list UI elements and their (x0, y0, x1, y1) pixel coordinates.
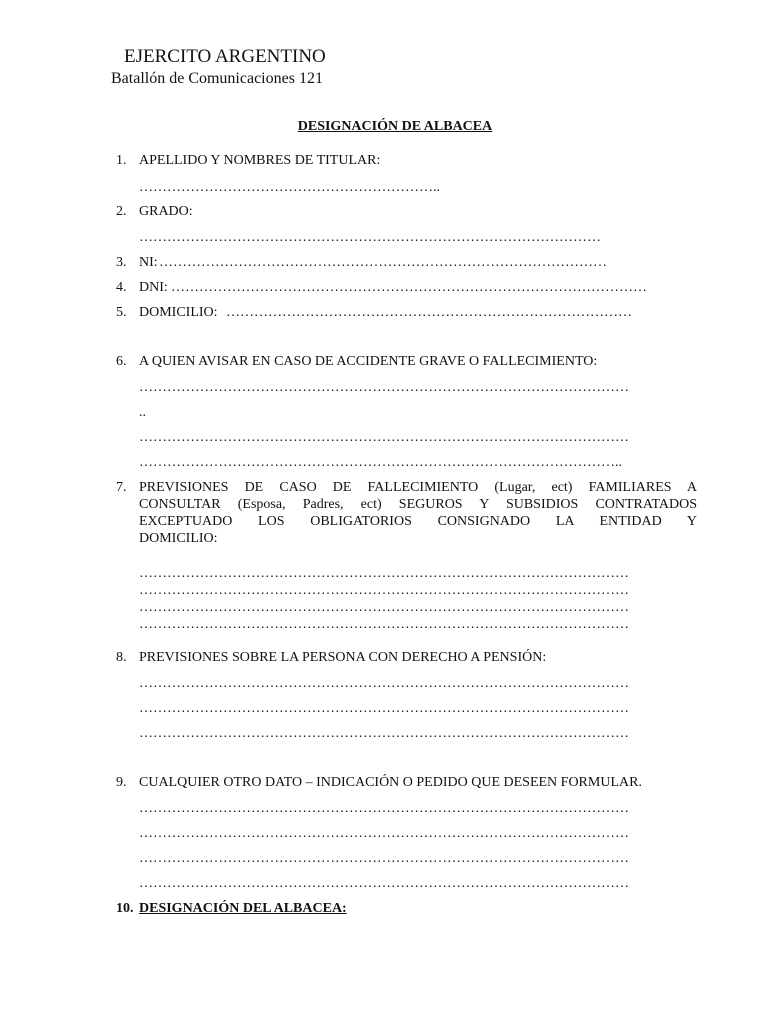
fill-line[interactable]: …………………………………………………………………………………………… (139, 600, 629, 615)
fill-line[interactable]: ……………………………………………………………………………………… (139, 230, 601, 245)
fill-line[interactable]: …………………………………………………………………………………………… (139, 801, 629, 816)
item-label: DOMICILIO: (139, 305, 218, 320)
item-label: PREVISIONES SOBRE LA PERSONA CON DERECHO A PENSIÓN: (139, 650, 547, 665)
organization-name: EJERCITO ARGENTINO (124, 46, 326, 67)
item-number: 1. (116, 153, 127, 168)
item-label: A QUIEN AVISAR EN CASO DE ACCIDENTE GRAVE O FALLECIMIENTO: (139, 354, 598, 369)
item-number: 9. (116, 775, 127, 790)
item-text-line: CONSULTAR (Esposa, Padres, ect) SEGUROS Y SUBSIDIOS CONTRATADOS (139, 497, 697, 512)
fill-line[interactable]: …………………………………………………………………………………………… (139, 583, 629, 598)
document-title: DESIGNACIÓN DE ALBACEA (297, 119, 493, 134)
item-label: CUALQUIER OTRO DATO – INDICACIÓN O PEDIDO QUE DESEEN FORMULAR. (139, 775, 642, 790)
item-text-line: PREVISIONES DE CASO DE FALLECIMIENTO (Lugar, ect) FAMILIARES A (139, 480, 697, 495)
fill-line[interactable]: …………………………………………………………………………………………… (139, 826, 629, 841)
unit-name: Batallón de Comunicaciones 121 (111, 70, 323, 87)
item-number: 5. (116, 305, 127, 320)
fill-line[interactable]: …………………………………………………………………………………………… (139, 380, 629, 395)
item-label: NI: (139, 255, 158, 270)
item-label: DESIGNACIÓN DEL ALBACEA: (139, 901, 347, 916)
fill-line[interactable]: .. (139, 405, 146, 420)
item-number: 7. (116, 480, 127, 495)
fill-line[interactable]: ………………………………………………………………………………………… (171, 280, 647, 295)
item-text-line: EXCEPTUADO LOS OBLIGATORIOS CONSIGNADO LA ENTIDAD Y (139, 514, 697, 529)
fill-line[interactable]: …………………………………………………………………………………………… (139, 851, 629, 866)
item-number: 2. (116, 204, 127, 219)
fill-line[interactable]: …………………………………………………………………………………………… (139, 726, 629, 741)
fill-line[interactable]: …………………………………………………………………………… (226, 305, 632, 320)
item-number: 8. (116, 650, 127, 665)
fill-line[interactable]: …………………………………………………………………………………………… (139, 676, 629, 691)
fill-line[interactable]: …………………………………………………………………………………………… (139, 566, 629, 581)
fill-line[interactable]: …………………………………………………………………………………………… (139, 617, 629, 632)
item-label: DNI: (139, 280, 168, 295)
item-number: 3. (116, 255, 127, 270)
item-number: 4. (116, 280, 127, 295)
fill-line[interactable]: …………………………………………………………………………………… (159, 255, 607, 270)
fill-line[interactable]: …………………………………………………………………………………………… (139, 876, 629, 891)
item-number: 10. (116, 901, 134, 916)
item-label: GRADO: (139, 204, 193, 219)
fill-line[interactable]: ……………………………………………………….. (139, 180, 440, 195)
item-text-line: DOMICILIO: (139, 531, 218, 546)
fill-line[interactable]: ………………………………………………………………………………………….. (139, 455, 622, 470)
fill-line[interactable]: …………………………………………………………………………………………… (139, 701, 629, 716)
item-number: 6. (116, 354, 127, 369)
fill-line[interactable]: …………………………………………………………………………………………… (139, 430, 629, 445)
item-label: APELLIDO Y NOMBRES DE TITULAR: (139, 153, 381, 168)
